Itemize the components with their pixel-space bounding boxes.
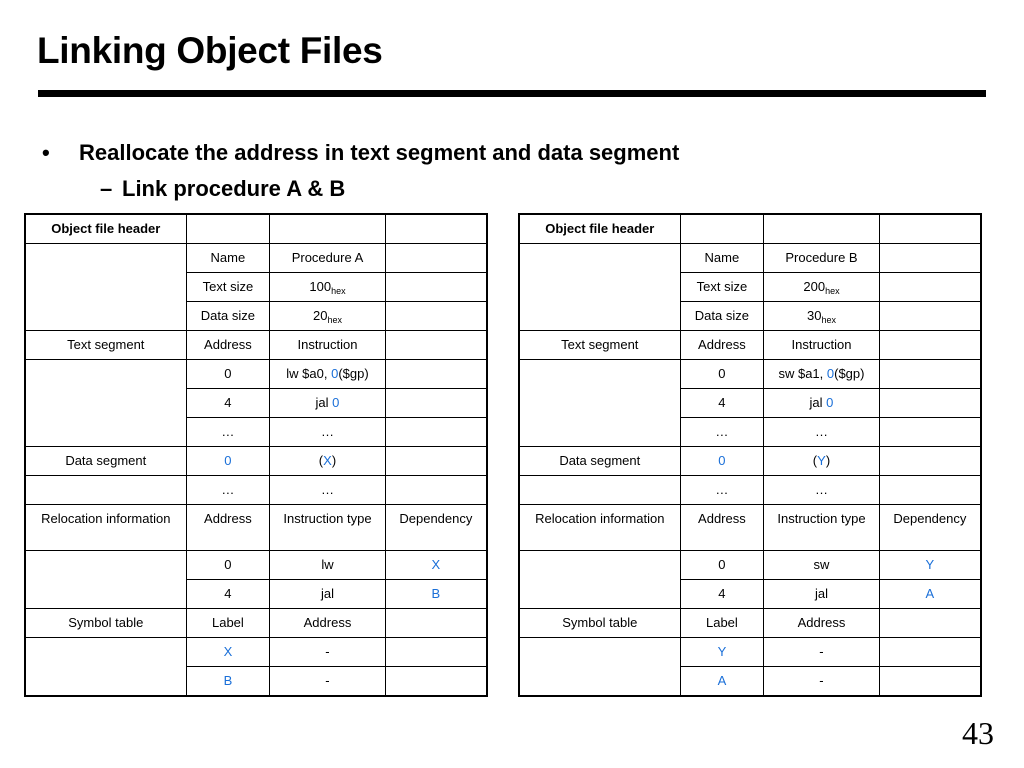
table-row (519, 214, 981, 244)
text-segment-label: Text segment (519, 331, 680, 360)
instruction-cell: jal 0 (764, 389, 879, 418)
table-row (25, 214, 487, 244)
instruction-address: 4 (680, 389, 764, 418)
object-file-header-cell: Object file header (25, 214, 186, 244)
text-size-value: $200_{hex}$ (764, 273, 879, 302)
symbol-label: Y (680, 638, 764, 667)
table-row (25, 244, 487, 273)
ellipsis-cell: … (270, 476, 385, 505)
instruction-cell: lw $a0, 0($gp) (270, 360, 385, 389)
reloc-type: jal (764, 580, 879, 609)
table-row (519, 638, 981, 667)
data-address: 0 (680, 447, 764, 476)
symbol-address: - (764, 667, 879, 697)
name-value: Procedure A (270, 244, 385, 273)
name-label: Name (186, 244, 270, 273)
reloc-dependency: X (385, 551, 487, 580)
data-size-value: $30_{hex}$ (764, 302, 879, 331)
table-row (25, 505, 487, 551)
text-size-label: Text size (186, 273, 270, 302)
data-address: 0 (186, 447, 270, 476)
table-row (25, 476, 487, 505)
reloc-address: 0 (680, 551, 764, 580)
sub-bullet-marker: – (100, 176, 113, 201)
symbol-address-header: Address (764, 609, 879, 638)
table-row (25, 551, 487, 580)
table-row (519, 476, 981, 505)
title-divider (38, 90, 986, 97)
symbol-table-label: Symbol table (519, 609, 680, 638)
data-value: (X) (270, 447, 385, 476)
table-row (519, 551, 981, 580)
text-size-label: Text size (680, 273, 764, 302)
table-row (25, 638, 487, 667)
address-header: Address (186, 331, 270, 360)
reloc-dependency: B (385, 580, 487, 609)
text-size-value: $100_{hex}$ (270, 273, 385, 302)
reloc-dependency: Y (879, 551, 981, 580)
table-row (519, 244, 981, 273)
symbol-label: B (186, 667, 270, 697)
relocation-info-label: Relocation information (519, 505, 680, 551)
symbol-label: A (680, 667, 764, 697)
instruction-address: 0 (680, 360, 764, 389)
name-value: Procedure B (764, 244, 879, 273)
table-row (519, 505, 981, 551)
slide-title: Linking Object Files (37, 30, 383, 71)
symbol-label: X (186, 638, 270, 667)
table-row (519, 447, 981, 476)
page-number: 43 (962, 715, 994, 751)
reloc-address-header: Address (680, 505, 764, 551)
instruction-address: 0 (186, 360, 270, 389)
reloc-address-header: Address (186, 505, 270, 551)
symbol-address-header: Address (270, 609, 385, 638)
table-row (25, 360, 487, 389)
text-segment-label: Text segment (25, 331, 186, 360)
ellipsis-cell: … (270, 418, 385, 447)
instruction-header: Instruction (764, 331, 879, 360)
data-segment-label: Data segment (25, 447, 186, 476)
instruction-cell: jal 0 (270, 389, 385, 418)
instruction-address: 4 (186, 389, 270, 418)
label-header: Label (186, 609, 270, 638)
dependency-header: Dependency (385, 505, 487, 551)
sub-bullet-text: Link procedure A & B (122, 176, 346, 201)
data-segment-label: Data segment (519, 447, 680, 476)
instruction-cell: sw $a1, 0($gp) (764, 360, 879, 389)
ellipsis-cell: … (680, 476, 764, 505)
label-header: Label (680, 609, 764, 638)
ellipsis-cell: … (680, 418, 764, 447)
symbol-address: - (270, 667, 385, 697)
ellipsis-cell: … (186, 476, 270, 505)
object-file-table-procedure-b (518, 213, 982, 697)
ellipsis-cell: … (764, 476, 879, 505)
instruction-type-header: Instruction type (764, 505, 879, 551)
data-size-value: $20_{hex}$ (270, 302, 385, 331)
table-row (25, 447, 487, 476)
address-header: Address (680, 331, 764, 360)
instruction-type-header: Instruction type (270, 505, 385, 551)
object-file-table-procedure-a (24, 213, 488, 697)
instruction-header: Instruction (270, 331, 385, 360)
dependency-header: Dependency (879, 505, 981, 551)
object-file-header-cell: Object file header (519, 214, 680, 244)
reloc-type: jal (270, 580, 385, 609)
reloc-type: sw (764, 551, 879, 580)
bullet-marker: • (42, 140, 50, 165)
reloc-address: 0 (186, 551, 270, 580)
data-value: (Y) (764, 447, 879, 476)
name-label: Name (680, 244, 764, 273)
reloc-address: 4 (680, 580, 764, 609)
data-size-label: Data size (680, 302, 764, 331)
symbol-address: - (270, 638, 385, 667)
table-row (519, 331, 981, 360)
reloc-dependency: A (879, 580, 981, 609)
data-size-label: Data size (186, 302, 270, 331)
table-row (25, 331, 487, 360)
ellipsis-cell: … (186, 418, 270, 447)
symbol-address: - (764, 638, 879, 667)
symbol-table-label: Symbol table (25, 609, 186, 638)
table-row (25, 609, 487, 638)
reloc-type: lw (270, 551, 385, 580)
reloc-address: 4 (186, 580, 270, 609)
table-row (519, 360, 981, 389)
ellipsis-cell: … (764, 418, 879, 447)
relocation-info-label: Relocation information (25, 505, 186, 551)
table-row (519, 609, 981, 638)
bullet-text: Reallocate the address in text segment and data segment (79, 140, 680, 165)
